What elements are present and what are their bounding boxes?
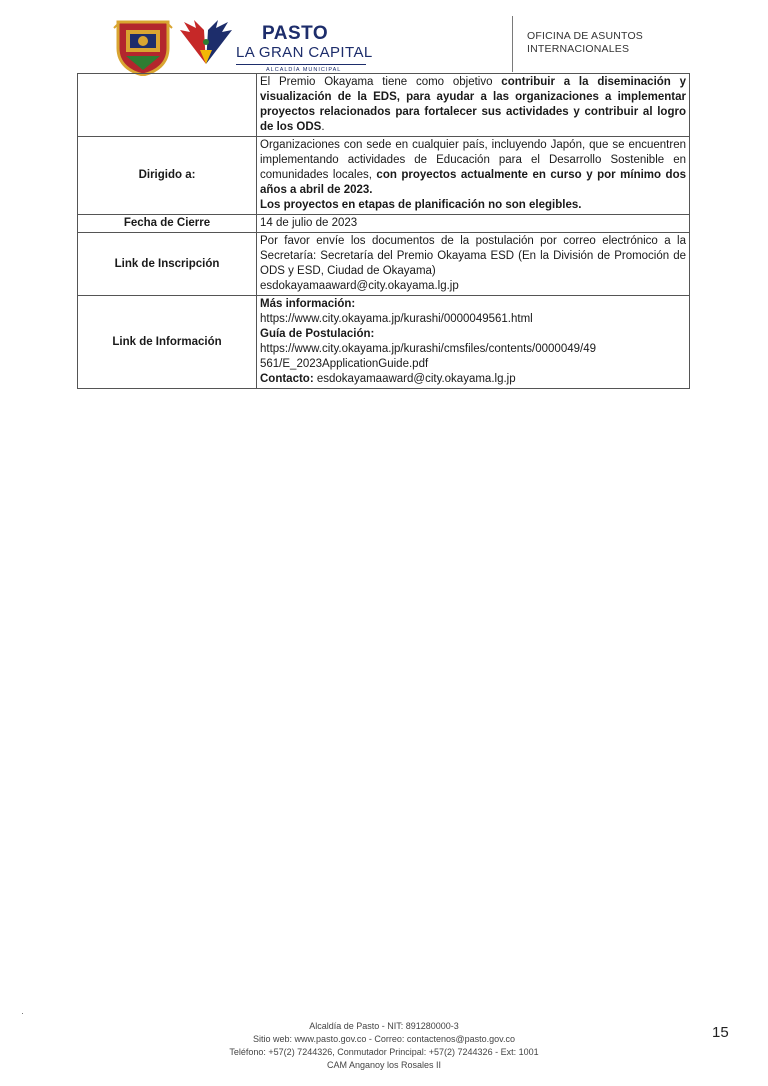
coat-of-arms-icon: [112, 18, 174, 76]
audience-text-part1: Organizaciones con sede en cualquier país, incluyendo Japón, que se encuentren implementando actividades de Educación para el Desarrollo Sostenible en comunidades locales,: [260, 139, 686, 181]
table-row-deadline: [78, 215, 690, 233]
guide-link-line1[interactable]: https://www.city.okayama.jp/kurashi/cmsfiles/contents/0000049/49: [260, 343, 597, 355]
information-text: [257, 296, 690, 389]
brand-subtitle: LA GRAN CAPITAL: [236, 44, 373, 61]
table-row-audience: [78, 137, 690, 215]
header-divider: [512, 16, 513, 72]
row-label-deadline: Fecha de Cierre: [78, 215, 257, 233]
more-info-label: Más información:: [260, 298, 356, 310]
audience-text-note: Los proyectos en etapas de planificación no son elegibles.: [260, 199, 582, 211]
office-name: [527, 30, 643, 56]
objective-text-bold: contribuir a la diseminación y visualización de la EDS, para ayudar a las organizaciones a implementar proyectos relacionados para fortalecer sus actividades y contribuir al logro de los ODS: [260, 76, 686, 133]
objective-text-end: .: [321, 121, 325, 133]
condor-emblem-icon: [176, 20, 236, 70]
footer-line1: Alcaldía de Pasto - NIT: 891280000-3: [309, 1021, 459, 1031]
audience-text-bold: con proyectos actualmente en curso y por mínimo dos años a abril de 2023.: [260, 169, 686, 196]
guide-label: Guía de Postulación:: [260, 328, 375, 340]
row-label-information: Link de Información: [78, 296, 257, 389]
audience-text: [257, 137, 690, 215]
award-info-table: [77, 73, 690, 389]
stray-mark: [22, 1013, 23, 1014]
contact-line: [260, 372, 686, 387]
page-footer: [0, 1020, 768, 1072]
page-number: 15: [712, 1024, 729, 1041]
row-label-audience: Dirigido a:: [78, 137, 257, 215]
table-row-objective: [78, 74, 690, 137]
guide-link-line2[interactable]: 561/E_2023ApplicationGuide.pdf: [260, 358, 429, 370]
page-header: [0, 0, 768, 78]
brand-tagline: ALCALDÍA MUNICIPAL: [266, 67, 342, 73]
objective-text: [257, 74, 690, 137]
more-info-link[interactable]: https://www.city.okayama.jp/kurashi/0000049561.html: [260, 313, 533, 325]
registration-instructions: Por favor envíe los documentos de la postulación por correo electrónico a la Secretaría: Secretaría del Premio Okayama ESD (En la División de Promoción de ODS y ESD, Ciudad de Okayama): [260, 235, 686, 277]
footer-line3: Teléfono: +57(2) 7244326, Conmutador Principal: +57(2) 7244326 - Ext: 1001: [229, 1047, 539, 1057]
objective-text-part1: El Premio Okayama tiene como objetivo: [260, 76, 502, 88]
contact-label: Contacto:: [260, 373, 314, 385]
registration-text: [257, 233, 690, 296]
row-label-registration: Link de Inscripción: [78, 233, 257, 296]
table-row-information: [78, 296, 690, 389]
row-label-objective: [78, 74, 257, 137]
office-name-line2: INTERNACIONALES: [527, 43, 630, 55]
registration-email-link[interactable]: esdokayamaaward@city.okayama.lg.jp: [260, 280, 459, 292]
deadline-value: 14 de julio de 2023: [257, 215, 690, 233]
office-name-line1: OFICINA DE ASUNTOS: [527, 30, 644, 42]
brand-divider: [236, 64, 366, 65]
footer-line2: Sitio web: www.pasto.gov.co - Correo: contactenos@pasto.gov.co: [253, 1034, 515, 1044]
contact-email-link[interactable]: esdokayamaaward@city.okayama.lg.jp: [313, 373, 516, 385]
table-row-registration: [78, 233, 690, 296]
brand-logo: [236, 24, 376, 73]
brand-title: PASTO: [262, 23, 329, 44]
footer-line4: CAM Anganoy los Rosales II: [326, 1060, 442, 1070]
